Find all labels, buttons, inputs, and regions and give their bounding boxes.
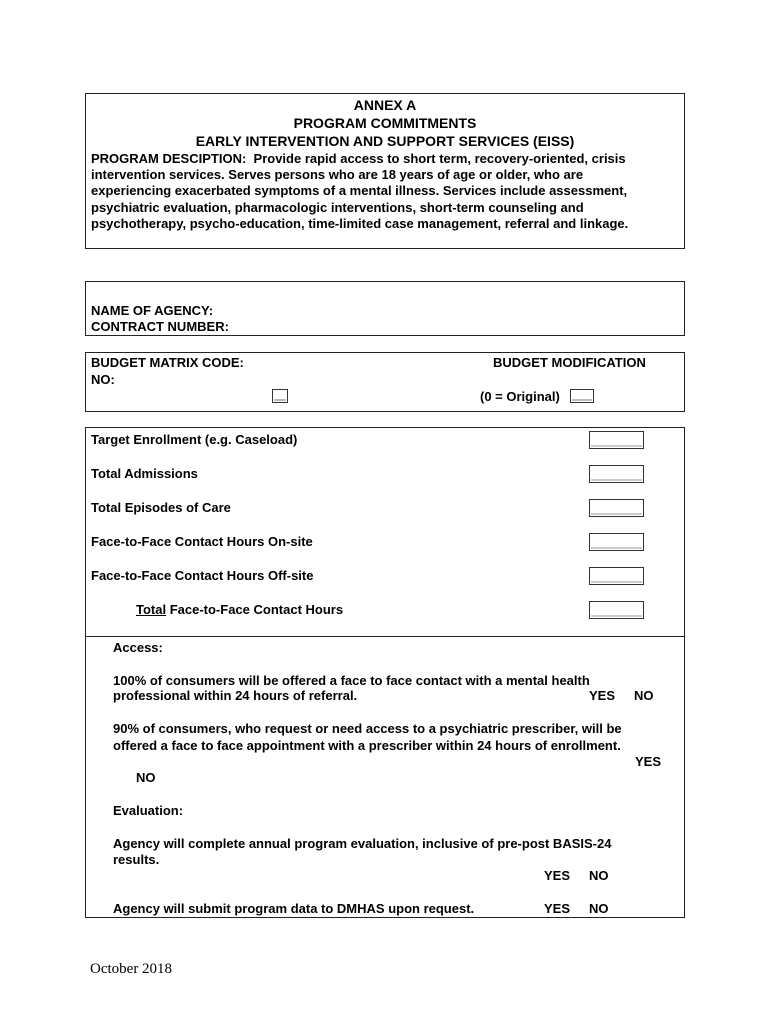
program-name-title: EARLY INTERVENTION AND SUPPORT SERVICES (EISS) xyxy=(195,133,575,149)
total-episodes-field[interactable] xyxy=(589,499,644,517)
program-description-line xyxy=(91,151,626,167)
metric-label-offsite-hours: Face-to-Face Contact Hours Off-site xyxy=(91,568,314,583)
metric-label-total-episodes: Total Episodes of Care xyxy=(91,500,231,515)
program-description-line: experiencing exacerbated symptoms of a mental illness. Services include assessment, xyxy=(91,183,628,198)
total-underlined-word: Total xyxy=(136,602,167,617)
metric-label-target-enrollment: Target Enrollment (e.g. Caseload) xyxy=(91,432,298,447)
access-item2-no[interactable]: NO xyxy=(136,770,156,785)
program-description-text: Provide rapid access to short term, recovery-oriented, crisis xyxy=(253,151,626,166)
offsite-hours-field[interactable] xyxy=(589,567,644,585)
annex-title: ANNEX A xyxy=(353,97,417,113)
evaluation-item2-line: Agency will submit program data to DMHAS upon request. xyxy=(113,901,475,916)
metric-label-total-hours xyxy=(136,602,343,618)
evaluation-item1-line2: results. xyxy=(113,852,160,867)
program-description-label: PROGRAM DESCIPTION: xyxy=(91,151,247,166)
footer-date: October 2018 xyxy=(90,961,173,977)
access-item1-yes[interactable]: YES xyxy=(589,688,616,703)
access-item1-line2: professional within 24 hours of referral. xyxy=(113,688,358,703)
access-item2-line2: offered a face to face appointment with a prescriber within 24 hours of enrollment. xyxy=(113,738,621,753)
target-enrollment-field[interactable] xyxy=(589,431,644,449)
evaluation-item1-line1: Agency will complete annual program evaluation, inclusive of pre-post BASIS-24 xyxy=(113,836,612,851)
evaluation-item2-yes[interactable]: YES xyxy=(544,901,571,916)
total-hours-field[interactable] xyxy=(589,601,644,619)
evaluation-heading: Evaluation: xyxy=(113,803,184,818)
metric-label-onsite-hours: Face-to-Face Contact Hours On-site xyxy=(91,534,313,549)
budget-original-label: (0 = Original) xyxy=(480,389,560,404)
budget-no-label: NO: xyxy=(91,372,115,387)
access-item2-line1: 90% of consumers, who request or need access to a psychiatric prescriber, will be xyxy=(113,721,622,736)
total-admissions-field[interactable] xyxy=(589,465,644,483)
metric-label-total-admissions: Total Admissions xyxy=(91,466,198,481)
budget-modification-label: BUDGET MODIFICATION xyxy=(493,355,646,370)
access-item1-no[interactable]: NO xyxy=(634,688,654,703)
budget-modification-checkbox[interactable] xyxy=(570,389,594,403)
access-item2-yes[interactable]: YES xyxy=(635,754,662,769)
total-hours-text: Face-to-Face Contact Hours xyxy=(166,602,344,617)
program-description-line: psychotherapy, psycho-education, time-limited case management, referral and linkage. xyxy=(91,216,629,231)
evaluation-item1-yes[interactable]: YES xyxy=(544,868,571,883)
agency-name-label: NAME OF AGENCY: xyxy=(91,303,214,318)
contract-number-label: CONTRACT NUMBER: xyxy=(91,319,229,334)
evaluation-item1-no[interactable]: NO xyxy=(589,868,609,883)
commitments-title: PROGRAM COMMITMENTS xyxy=(293,115,477,131)
budget-matrix-code-checkbox[interactable] xyxy=(272,389,288,403)
access-heading: Access: xyxy=(113,640,163,655)
access-item1-line1: 100% of consumers will be offered a face to face contact with a mental health xyxy=(113,673,590,688)
budget-matrix-code-label: BUDGET MATRIX CODE: xyxy=(91,355,244,370)
onsite-hours-field[interactable] xyxy=(589,533,644,551)
program-description-line: intervention services. Serves persons who are 18 years of age or older, who are xyxy=(91,167,584,182)
program-description-line: psychiatric evaluation, pharmacologic interventions, short-term counseling and xyxy=(91,200,584,215)
evaluation-item2-no[interactable]: NO xyxy=(589,901,609,916)
